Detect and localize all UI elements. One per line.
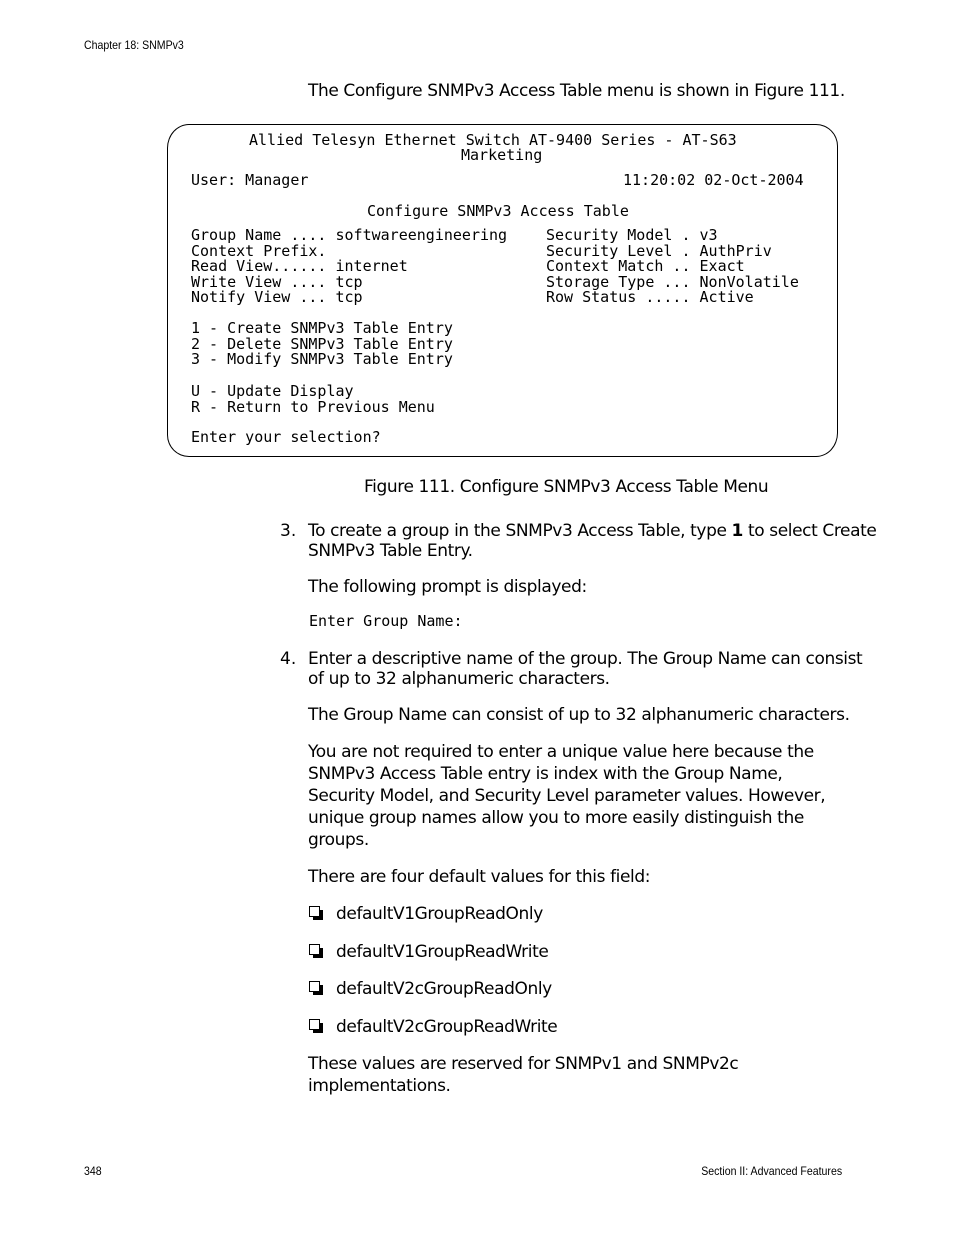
screen-field-notify-view: Notify View ... tcp <box>191 288 363 307</box>
closing-line-2: implementations. <box>308 1076 451 1096</box>
prompt-code: Enter Group Name: <box>309 612 463 630</box>
unique-value-line-3: Security Model, and Security Level parameter values. However, <box>308 786 826 806</box>
checkbox-bullet-icon <box>309 944 320 955</box>
defaults-intro: There are four default values for this field: <box>308 867 651 887</box>
screen-datetime: 11:20:02 02-Oct-2004 <box>623 171 804 189</box>
page-number: 348 <box>84 1164 102 1178</box>
screen-field-read-view: Read View...... internet <box>191 257 408 276</box>
prompt-intro: The following prompt is displayed: <box>308 577 587 597</box>
figure-caption: Figure 111. Configure SNMPv3 Access Table Menu <box>364 477 769 497</box>
unique-value-line-4: unique group names allow you to more easily distinguish the <box>308 808 804 828</box>
screen-field-group-name: Group Name .... softwareengineering <box>191 226 508 244</box>
step-3-line-2: SNMPv3 Table Entry. <box>308 541 473 561</box>
screen-field-context-match: Context Match .. Exact <box>546 257 745 276</box>
step-3-text-before: To create a group in the SNMPv3 Access Table, type <box>308 521 732 541</box>
step-3-number: 3. <box>280 521 297 541</box>
checkbox-bullet-icon <box>309 906 320 917</box>
step-3-text-after: to select Create <box>742 521 877 541</box>
screen-menu-delete: 2 - Delete SNMPv3 Table Entry <box>191 334 453 353</box>
step-3-line-1 <box>308 520 876 542</box>
unique-value-line-2: SNMPv3 Access Table entry is index with the Group Name, <box>308 764 783 784</box>
intro-paragraph: The Configure SNMPv3 Access Table menu is shown in Figure 111. <box>308 81 845 101</box>
screen-field-security-level: Security Level . AuthPriv <box>546 241 772 260</box>
step-4-line-2: of up to 32 alphanumeric characters. <box>308 669 610 689</box>
screen-option-return: R - Return to Previous Menu <box>191 397 435 416</box>
screen-user-line: User: Manager <box>191 171 309 189</box>
screen-field-write-view: Write View .... tcp <box>191 272 363 291</box>
group-name-paragraph: The Group Name can consist of up to 32 alphanumeric characters. <box>308 705 850 725</box>
screen-field-storage-type: Storage Type ... NonVolatile <box>546 272 799 291</box>
closing-line-1: These values are reserved for SNMPv1 and SNMPv2c <box>308 1054 739 1074</box>
screen-option-update: U - Update Display <box>191 382 354 400</box>
screen-menu-create: 1 - Create SNMPv3 Table Entry <box>191 319 453 337</box>
step-3-bold-key: 1 <box>731 521 743 541</box>
running-header: Chapter 18: SNMPv3 <box>84 38 184 52</box>
default-value-item: defaultV1GroupReadOnly <box>336 904 543 924</box>
step-4-number: 4. <box>280 649 297 669</box>
screen-field-row-status: Row Status ..... Active <box>546 288 754 307</box>
screen-field-context-prefix: Context Prefix. <box>191 241 327 260</box>
unique-value-line-1: You are not required to enter a unique value here because the <box>308 742 814 762</box>
default-value-item: defaultV1GroupReadWrite <box>336 942 549 962</box>
checkbox-bullet-icon <box>309 1019 320 1030</box>
default-value-item: defaultV2cGroupReadWrite <box>336 1017 558 1037</box>
screen-prompt: Enter your selection? <box>191 428 381 446</box>
terminal-screen-figure <box>167 124 838 457</box>
screen-banner-line: Allied Telesyn Ethernet Switch AT-9400 Series - AT-S63 <box>249 131 737 149</box>
screen-field-security-model: Security Model . v3 <box>546 226 718 244</box>
unique-value-line-5: groups. <box>308 830 369 850</box>
default-value-item: defaultV2cGroupReadOnly <box>336 979 552 999</box>
screen-menu-modify: 3 - Modify SNMPv3 Table Entry <box>191 350 453 369</box>
step-4-line-1: Enter a descriptive name of the group. The Group Name can consist <box>308 649 863 669</box>
checkbox-bullet-icon <box>309 981 320 992</box>
screen-title: Configure SNMPv3 Access Table <box>367 202 629 220</box>
running-footer-section: Section II: Advanced Features <box>701 1164 842 1178</box>
screen-location-line: Marketing <box>461 146 543 164</box>
